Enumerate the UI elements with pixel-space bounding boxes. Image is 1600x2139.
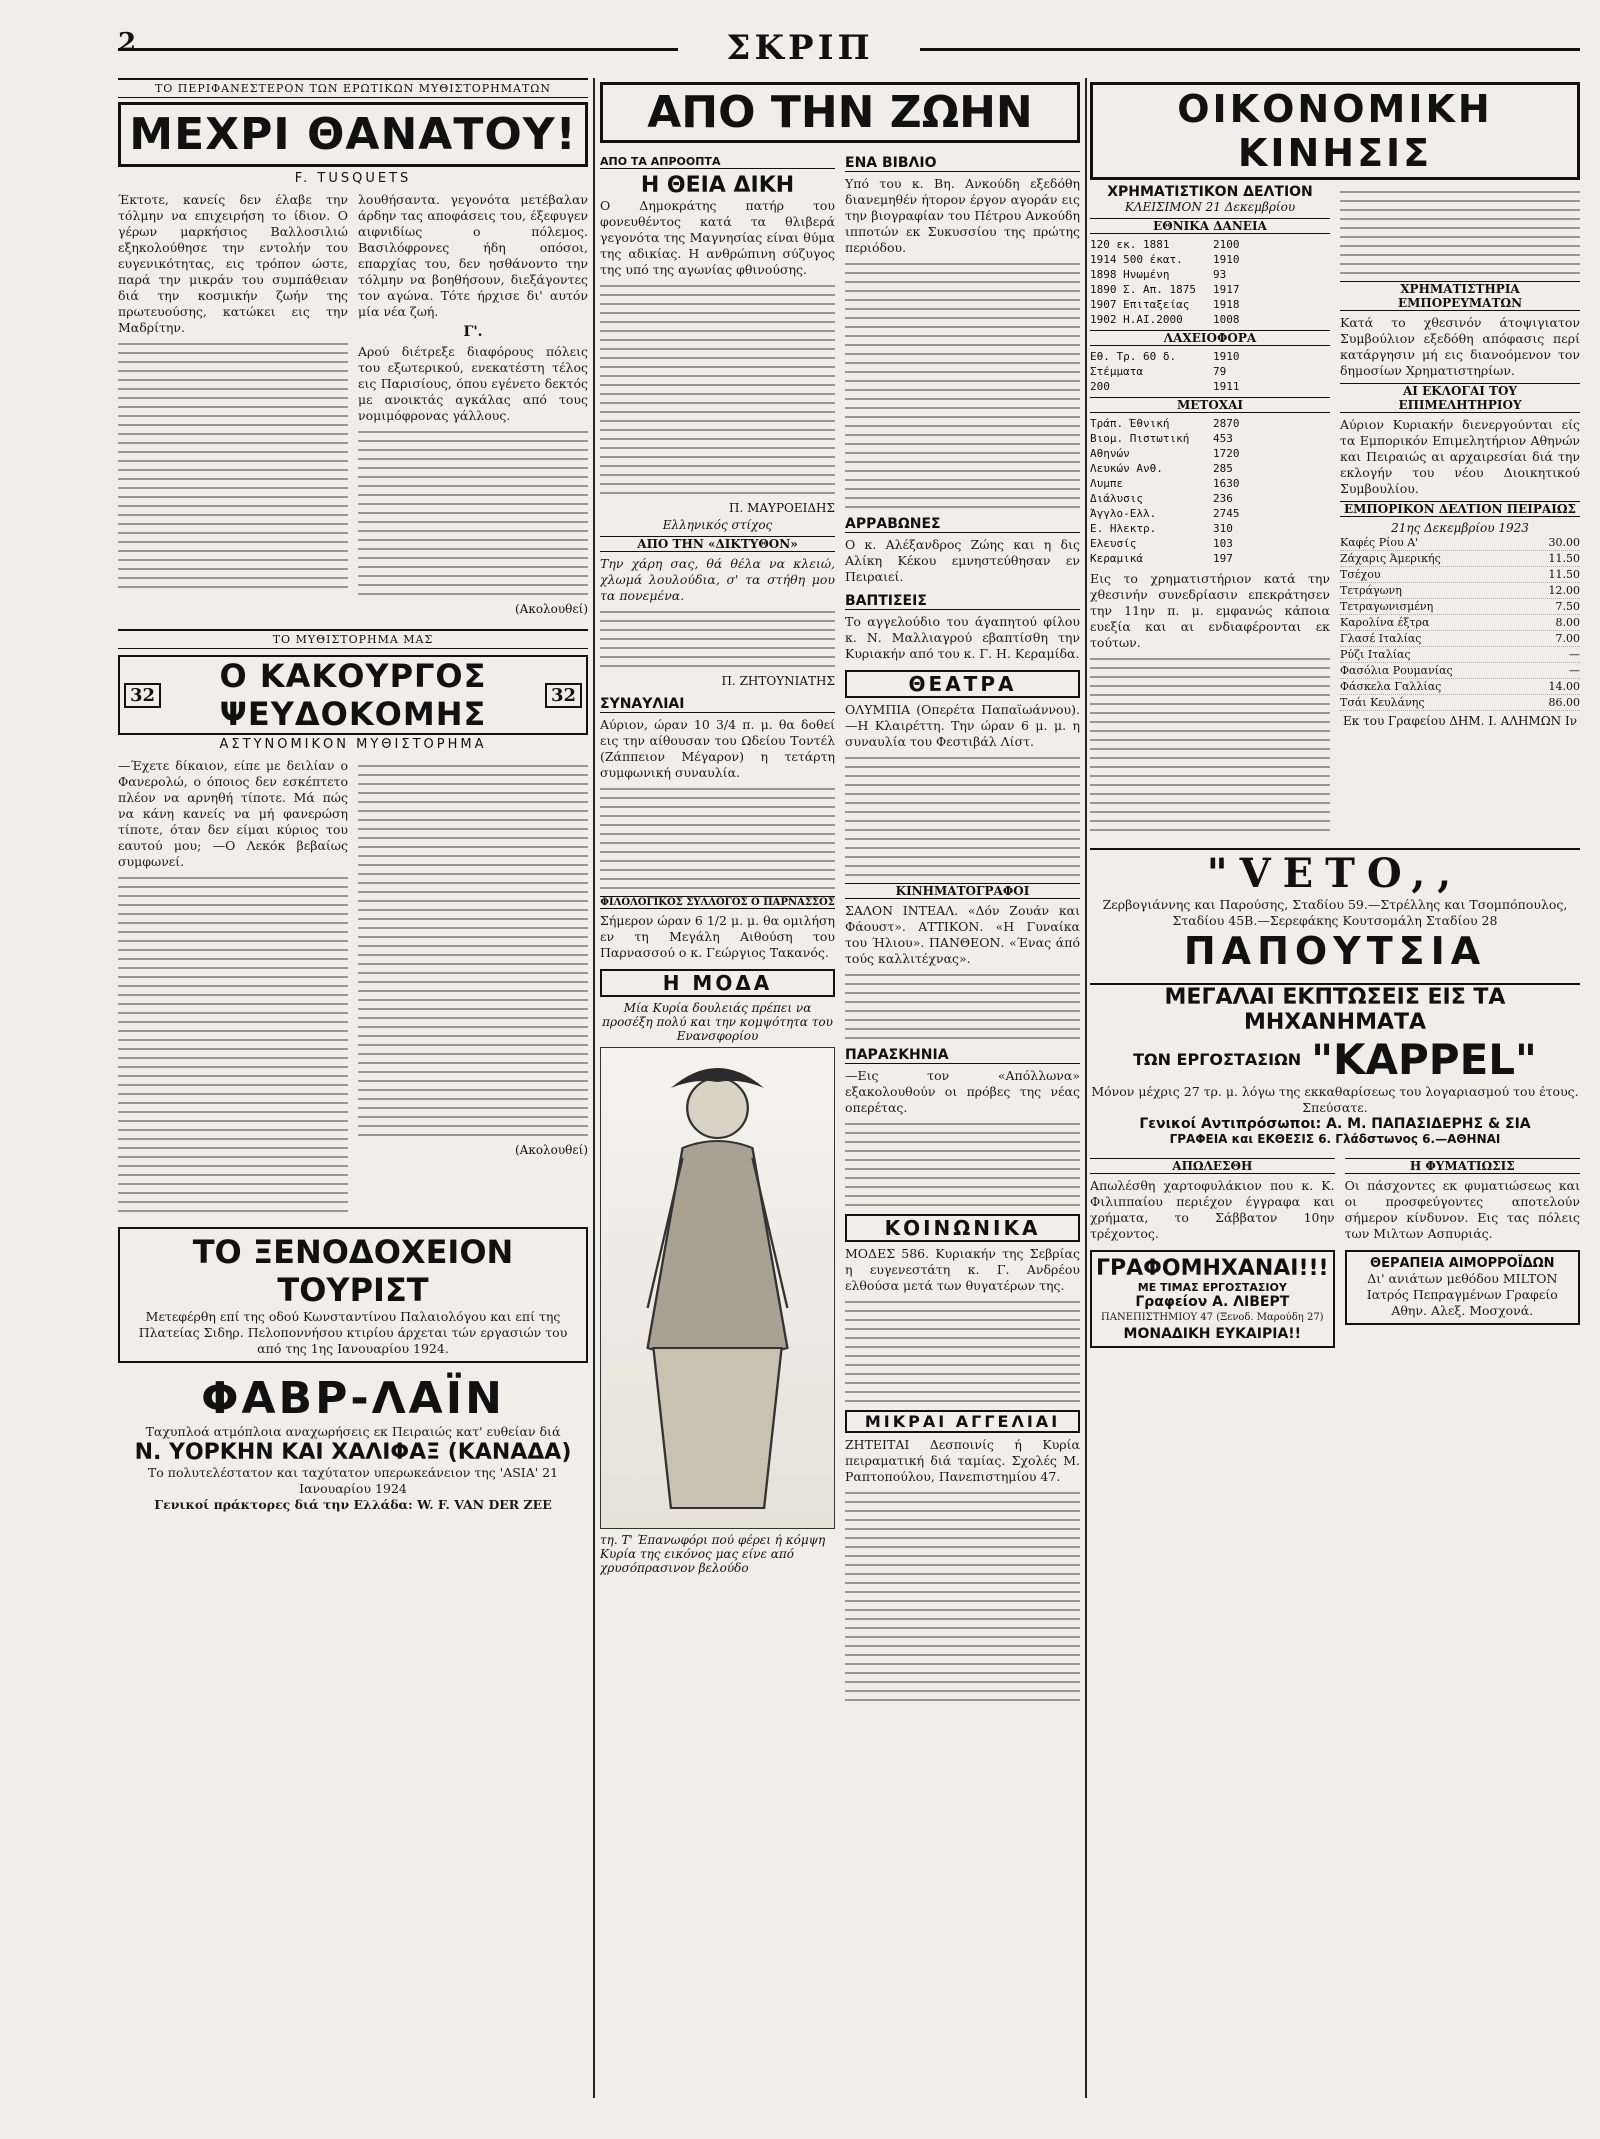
section-title: ΑΠΟ ΤΗΝ ΖΩΗΝ xyxy=(600,82,1080,143)
article-text-continued xyxy=(600,285,835,494)
kappel-ad-brand: "KAPPEL" xyxy=(1311,1035,1537,1084)
small-ads-text: ΖΗΤΕΙΤΑΙ Δεσποινίς ή Κυρία πειραματική διά ταμίας. Σχολές Μ. Ραπτοπούλου, Πανεπιστημίου 47. xyxy=(845,1437,1080,1484)
novel-episode: 32 xyxy=(545,683,582,708)
poem-author: Π. ΖΗΤΟΥΝΙΑΤΗΣ xyxy=(721,674,835,688)
price-row xyxy=(1340,567,1580,583)
price-row xyxy=(1340,647,1580,663)
share-cell: 310 xyxy=(1213,522,1233,535)
kappel-ad-sub: ΤΩΝ ΕΡΓΟΣΤΑΣΙΩΝ xyxy=(1133,1050,1302,1069)
column-divider xyxy=(593,78,595,2098)
share-cell: Βιομ. Πιστωτική xyxy=(1090,432,1190,445)
commodities-heading: ΧΡΗΜΑΤΙΣΤΗΡΙΑ ΕΜΠΟΡΕΥΜΑΤΩΝ xyxy=(1340,281,1580,311)
philological-heading: ΦΙΛΟΛΟΓΙΚΟΣ ΣΥΛΛΟΓΟΣ Ο ΠΑΡΝΑΣΣΟΣ xyxy=(600,897,835,908)
shipping-ad-vessel: Το πολυτελέστατον και ταχύτατον υπερωκεάνειον της 'ASIA' 21 Ιανουαρίου 1924 xyxy=(147,1465,559,1496)
lottery-table xyxy=(1090,350,1330,393)
concerts-text: Αύριον, ώραν 10 3/4 π. μ. θα δοθεί εις την αίθουσαν του Ωδείου Τοντέλ (Ζάππειον Μέγαρον) η τετάρτη συμφωνική συναυλία. xyxy=(600,717,835,780)
social-text: ΜΟΔΕΣ 586. Κυριακήν της Σεβρίας η ευγενεστάτη κ. Γ. Ανδρέου ελθούσα μετά των θυγατέρων της. xyxy=(845,1246,1080,1293)
price-row xyxy=(1340,663,1580,679)
hemorrhoids-ad-text: Δι' ανιάτων μεθόδου MILTON Ιατρός Πεπραγμένων Γραφείο Αθην. Αλεξ. Μοσχονά. xyxy=(1366,1271,1558,1318)
loan-cell: 93 xyxy=(1213,268,1227,281)
share-cell: 197 xyxy=(1213,552,1233,565)
tuberculosis-text: Οι πάσχοντες εκ φυματιώσεως και οι προσφεύγοντες αποτελούν σήμερον κίνδυνον. Εις τας πόλεις των Μιλτων Ασπυριάς. xyxy=(1344,1178,1580,1241)
price-value: 11.50 xyxy=(1548,552,1580,565)
section-body xyxy=(600,147,1080,1708)
share-cell: 453 xyxy=(1213,432,1233,445)
price-item: Ζάχαρις Άμερικής xyxy=(1340,552,1441,565)
share-cell: 2870 xyxy=(1213,417,1240,430)
share-cell: Λευκών Ανθ. xyxy=(1090,462,1163,475)
market-note-continued xyxy=(1090,658,1330,831)
story-text-continued xyxy=(358,431,588,595)
lottery-cell: 200 xyxy=(1090,380,1110,393)
typewriters-ad-address: ΠΑΝΕΠΙΣΤΗΜΙΟΥ 47 (Ξενοδ. Μαρούδη 27) xyxy=(1101,1312,1324,1323)
stock-bulletin-title: ΧΡΗΜΑΤΙΣΤΙΚΟΝ ΔΕΛΤΙΟΝ xyxy=(1107,184,1313,200)
article-text: Ο Δημοκράτης πατήρ του φονευθέντος κατά τα θλιβερά γεγονότα της Μαγνησίας είναι θύμα της αδικίας. Η ανθρώπινη σύζυγος της υπό της αγωνίας φθινούσης. xyxy=(600,198,835,277)
price-row xyxy=(1340,679,1580,695)
price-item: Γλασέ Ιταλίας xyxy=(1340,632,1422,645)
price-value: — xyxy=(1569,664,1580,677)
piraeus-bulletin-heading: ΕΜΠΟΡΙΚΟΝ ΔΕΛΤΙΟΝ ΠΕΙΡΑΙΩΣ xyxy=(1340,501,1580,517)
price-list-source: Εκ του Γραφείου ΔΗΜ. Ι. ΑΛΗΜΩΝ Ιν xyxy=(1343,714,1577,728)
price-item: Φασόλια Ρουμανίας xyxy=(1340,664,1453,677)
price-row xyxy=(1340,535,1580,551)
share-cell: Λυμπε xyxy=(1090,477,1124,490)
story-text: Αρού διέτρεξε διαφόρους πόλεις του εξωτερικού, ενεκατέστη τέλος εις Παρισίους, όπου εγένετο δεκτός με ανοικτάς αγκάλας από τους νομιμόφρονας γάλλους. xyxy=(358,344,588,423)
hotel-ad-title: ΤΟ ΞΕΝΟΔΟΧΕΙΟΝ ΤΟΥΡΙΣΤ xyxy=(192,1233,514,1309)
price-row xyxy=(1340,551,1580,567)
stock-bulletin-date: ΚΛΕΙΣΙΜΟΝ 21 Δεκεμβρίου xyxy=(1124,200,1296,214)
fashion-figure-icon xyxy=(601,1048,834,1528)
story-kicker: ΤΟ ΠΕΡΙΦΑΝΕΣΤΕΡΟΝ ΤΩΝ ΕΡΩΤΙΚΩΝ ΜΥΘΙΣΤΟΡΗΜΑΤΩΝ xyxy=(118,78,588,98)
social-text-continued xyxy=(845,1301,1080,1402)
loans-heading: ΕΘΝΙΚΑ ΔΑΝΕΙΑ xyxy=(1090,218,1330,234)
price-item: Φάσκελα Γαλλίας xyxy=(1340,680,1442,693)
share-cell: 285 xyxy=(1213,462,1233,475)
loan-cell: 1008 xyxy=(1213,313,1240,326)
fashion-footer: τη. Τ' Έπανωφόρι πού φέρει ή κόμψη Κυρία της εικόνος μας είνε από χρυσόπρασινον βελούδο xyxy=(600,1533,826,1575)
share-cell: 1630 xyxy=(1213,477,1240,490)
price-list xyxy=(1340,535,1580,711)
poem-title: ΑΠΟ ΤΗΝ «ΔΙΚΤΥΘΟΝ» xyxy=(600,536,835,552)
backstage-text-continued xyxy=(845,1123,1080,1206)
loan-cell: 1918 xyxy=(1213,298,1240,311)
veto-ad-text: Ζερβογιάννης και Παρούσης, Σταδίου 59.—Στρέλλης και Τσομπόπουλος, Σταδίου 45Β.—Σερεφάκης Κουτσομάλη Σταδίου 28 xyxy=(1102,897,1568,928)
share-cell: Ε. Ηλεκτρ. xyxy=(1090,522,1157,535)
tuberculosis-heading: Η ΦΥΜΑΤΙΩΣΙΣ xyxy=(1345,1158,1580,1174)
theatres-text-continued xyxy=(845,757,1080,876)
hotel-ad xyxy=(118,1227,588,1363)
share-cell: Κεραμικά xyxy=(1090,552,1143,565)
kappel-ad-agent: Γενικοί Αντιπρόσωποι: Α. Μ. ΠΑΠΑΣΙΔΕΡΗΣ & ΣΙΑ xyxy=(1139,1116,1531,1132)
book-text: Υπό του κ. Βη. Ανκούδη εξεδόθη διανεμηθέν ήτορον έργον αγοράν εις την βιογραφίαν του Πέτρου Ανκούδη ιπποτών εκ Συκυσσίου της πρώτης περιόδου. xyxy=(845,176,1080,255)
price-item: Τσάι Κευλάνης xyxy=(1340,696,1425,709)
loan-cell: 1917 xyxy=(1213,283,1240,296)
novel-banner xyxy=(118,655,588,735)
social-heading: ΚΟΙΝΩΝΙΚΑ xyxy=(845,1214,1080,1242)
lost-item-text: Απωλέσθη χαρτοφυλάκιον που κ. Κ. Φιλιππαίου περιέχον έγγραφα και χρήματα, το Σάββατον 10ην τρέχοντος. xyxy=(1090,1178,1335,1241)
fashion-heading: Η ΜΟΔΑ xyxy=(600,969,835,997)
engagements-text: Ο κ. Αλέξανδρος Ζώης και η δις Αλίκη Κέκου εμνηστεύθησαν εν Πειραιεί. xyxy=(845,537,1080,584)
hemorrhoids-ad xyxy=(1345,1250,1580,1325)
engagements-heading: ΑΡΡΑΒΩΝΕΣ xyxy=(845,516,1080,533)
article-author: Π. ΜΑΥΡΟΕΙΔΗΣ xyxy=(729,501,835,515)
theatres-heading: ΘΕΑΤΡΑ xyxy=(845,670,1080,698)
shipping-ad-destination: Ν. ΥΟΡΚΗΝ ΚΑΙ ΧΑΛΙΦΑΞ (ΚΑΝΑΔΑ) xyxy=(134,1440,572,1465)
finance-text-continued xyxy=(1340,191,1580,274)
price-item: Τετραγωνισμένη xyxy=(1340,600,1434,613)
baptisms-heading: ΒΑΠΤΙΣΕΙΣ xyxy=(845,593,1080,610)
market-note: Εις το χρηματιστήριον κατά την χθεσινήν συνεδρίασιν επεκράτησεν την 11ην π. μ. εμφανώς κάποια ευεξία και αι ενδιαφέρονται εκ τούτων. xyxy=(1090,571,1330,650)
lottery-heading: ΛΑΧΕΙΟΦΟΡΑ xyxy=(1090,330,1330,346)
right-column xyxy=(1090,78,1580,1348)
share-cell: 103 xyxy=(1213,537,1233,550)
concerts-text-continued xyxy=(600,788,835,889)
price-value: 7.50 xyxy=(1555,600,1580,613)
column-divider xyxy=(1085,78,1087,2098)
poem-text-continued xyxy=(600,611,835,667)
article-title: Η ΘΕΙΑ ΔΙΚΗ xyxy=(640,173,795,198)
share-cell: Αθηνών xyxy=(1090,447,1130,460)
price-value: 30.00 xyxy=(1548,536,1580,549)
loan-cell: 2100 xyxy=(1213,238,1240,251)
price-row xyxy=(1340,695,1580,711)
price-value: 8.00 xyxy=(1555,616,1580,629)
finance-section-title: ΟΙΚΟΝΟΜΙΚΗ ΚΙΝΗΣΙΣ xyxy=(1090,82,1580,180)
finance-body xyxy=(1090,184,1580,838)
novel-text-continued xyxy=(118,877,348,1212)
price-item: Τετράγωνη xyxy=(1340,584,1402,597)
poem-text: Την χάρη σας, θά θέλα να κλειώ, χλωμά λουλούδια, σ' τα στήθη μου τα πονεμένα. xyxy=(600,556,835,603)
elections-text: Αύριον Κυριακήν διενεργούνται είς τα Εμπορικόν Επιμελητήριον Αθηνών και Πειραιώς αι αρχαιρεσίαι διά την εκλογήν του νέου Διοικητικού Συμβουλίου. xyxy=(1340,417,1580,496)
hotel-ad-text: Μετεφέρθη επί της οδού Κωνσταντίνου Παλαιολόγου και επί της Πλατείας Σιδηρ. Πελοποννήσου κτιρίου άρχεται τών εργασιών του από της 1ης Ιανουαρίου 1924. xyxy=(138,1309,568,1356)
price-value: 11.50 xyxy=(1548,568,1580,581)
novel-subtitle: ΑΣΤΥΝΟΜΙΚΟΝ ΜΥΘΙΣΤΟΡΗΜΑ xyxy=(219,737,487,752)
chapter-mark: Γ'. xyxy=(463,324,483,340)
veto-ad-brand: "VETO,, xyxy=(1206,850,1464,897)
novel-title: Ο ΚΑΚΟΥΡΓΟΣ ΨΕΥΔΟΚΟΜΗΣ xyxy=(219,657,487,733)
loan-cell: 1907 Επιταξείας xyxy=(1090,298,1190,311)
lottery-cell: 1910 xyxy=(1213,350,1240,363)
price-row xyxy=(1340,583,1580,599)
price-value: 86.00 xyxy=(1548,696,1580,709)
loan-cell: 1902 Η.ΑΙ.2000 xyxy=(1090,313,1183,326)
left-column xyxy=(118,78,588,1513)
novel-body xyxy=(118,758,588,1219)
page-number: 2 xyxy=(118,28,137,58)
novel-text: —Έχετε δίκαιον, είπε με δειλίαν ο Φανερολώ, ο όποιος δεν εσκέπτετο πλέον να αρνηθή τίποτε. Μά πώς να κάνη κανείς να μή φανερώση τίποτε, όταν δεν είμαι κύριος του εαυτού μου; —Ο Λεκόκ βεβαίως συμφωνεί. xyxy=(118,758,348,869)
loan-cell: 1890 Σ. Απ. 1875 xyxy=(1090,283,1196,296)
cinemas-heading: ΚΙΝΗΜΑΤΟΓΡΑΦΟΙ xyxy=(845,883,1080,899)
cinemas-text-continued xyxy=(845,974,1080,1039)
share-cell: Διάλυσις xyxy=(1090,492,1143,505)
masthead xyxy=(0,28,1600,68)
hemorrhoids-ad-title: ΘΕΡΑΠΕΙΑ ΑΙΜΟΡΡΟΪΔΩΝ xyxy=(1370,1256,1555,1271)
novel-episode: 32 xyxy=(124,683,161,708)
price-item: Καρολίνα έξτρα xyxy=(1340,616,1430,629)
veto-ad-shoes: ΠΑΠΟΥΤΣΙΑ xyxy=(1183,929,1487,973)
backstage-text: —Εις τον «Απόλλωνα» εξακολουθούν οι πρόβες της νέας οπερέτας. xyxy=(845,1068,1080,1115)
continues-note: (Ακολουθεί) xyxy=(514,602,588,616)
fashion-caption: Μία Κυρία δουλειάς πρέπει να προσέξη πολύ και την κομψότητα του Ενανσφορίου xyxy=(602,1001,833,1043)
middle-column xyxy=(600,78,1080,1708)
price-value: 12.00 xyxy=(1548,584,1580,597)
fashion-illustration xyxy=(600,1047,835,1529)
shares-table xyxy=(1090,417,1330,565)
small-ads-text-continued xyxy=(845,1492,1080,1701)
shipping-ad xyxy=(118,1373,588,1513)
price-item: Καφές Ρίου Α' xyxy=(1340,536,1419,549)
continues-note: (Ακολουθεί) xyxy=(514,1143,588,1157)
price-value: 14.00 xyxy=(1548,680,1580,693)
lottery-cell: 1911 xyxy=(1213,380,1240,393)
share-cell: Τράπ. Έθνική xyxy=(1090,417,1170,430)
kappel-ad-text: Μόνον μέχρις 27 τρ. μ. λόγω της εκκαθαρίσεως του λογαριασμού του έτους. Σπεύσατε. xyxy=(1091,1084,1579,1115)
share-cell: Ελευσίς xyxy=(1090,537,1137,550)
theatres-text: ΟΛΥΜΠΙΑ (Οπερέτα Παπαϊωάννου). —Η Κλαιρέττη. Την ώραν 6 μ. μ. η συναυλία του Φεστιβάλ Λίστ. xyxy=(845,702,1080,749)
typewriters-ad-seller: Γραφείον Α. ΛΙΒΕΡΤ xyxy=(1135,1294,1290,1310)
loans-table xyxy=(1090,238,1330,326)
shares-heading: ΜΕΤΟΧΑΙ xyxy=(1090,397,1330,413)
typewriters-ad-offer: ΜΟΝΑΔΙΚΗ ΕΥΚΑΙΡΙΑ!! xyxy=(1123,1326,1302,1342)
lost-item-heading: ΑΠΩΛΕΣΘΗ xyxy=(1090,1158,1335,1174)
story-text: Έκτοτε, κανείς δεν έλαβε την τόλμην να επιχειρήση το ίδιον. Ο γέρων μαρκήσιος Βαλλοσιλιώ εξηκολούθησε την εντολήν του ευγενικότητας, εις τρόπον ώστε, παρά την μικράν του συμπάθειαν διά την κοσμικήν ζωήν της πρωτευούσης, κατώκει εις την Μαδρίτην. xyxy=(118,192,348,335)
lottery-cell: Στέμματα xyxy=(1090,365,1143,378)
price-row xyxy=(1340,631,1580,647)
story-text: λουθήσαντα. γεγονότα μετέβαλαν άρδην τας αποφάσεις του, έξεφυγεν αιφνιδίως ο πόλεμος. Βασιλόφρονες ήδη οπόσοι, επαρχίας του, δεν ησθάνοντο την τόλμην να βοηθήσουν, διεξάγοντες τον αγώνα. Τότε ήρχισε δι' αυτόν μία νέα ζωή. xyxy=(358,192,588,319)
shipping-ad-agent: Γενικοί πράκτορες διά την Ελλάδα: W. F. VAN DER ZEE xyxy=(154,1497,552,1512)
share-cell: 2745 xyxy=(1213,507,1240,520)
kappel-ad xyxy=(1090,983,1580,1146)
price-value: — xyxy=(1569,648,1580,661)
book-heading: ΕΝΑ ΒΙΒΛΙΟ xyxy=(845,155,1080,172)
poem-kicker: Ελληνικός στίχος xyxy=(662,518,773,532)
article-kicker: ΑΠΟ ΤΑ ΑΠΡΟΟΠΤΑ xyxy=(600,155,835,169)
typewriters-ad-sub: ΜΕ ΤΙΜΑΣ ΕΡΓΟΣΤΑΣΙΟΥ xyxy=(1137,1281,1287,1294)
share-cell: Άγγλο-Ελλ. xyxy=(1090,507,1157,520)
lottery-cell: Εθ. Τρ. 60 δ. xyxy=(1090,350,1177,363)
loan-cell: 1914 500 έκατ. xyxy=(1090,253,1183,266)
typewriters-ad-title: ΓΡΑΦΟΜΗΧΑΝΑΙ!!! xyxy=(1096,1256,1329,1281)
loan-cell: 1910 xyxy=(1213,253,1240,266)
small-ads-heading: ΜΙΚΡΑΙ ΑΓΓΕΛΙΑΙ xyxy=(845,1410,1080,1433)
price-row xyxy=(1340,615,1580,631)
kappel-ad-heading: ΜΕΓΑΛΑΙ ΕΚΠΤΩΣΕΙΣ ΕΙΣ ΤΑ ΜΗΧΑΝΗΜΑΤΑ xyxy=(1164,985,1506,1035)
veto-ad xyxy=(1090,848,1580,973)
cinemas-text: ΣΑΛΟΝ ΙΝΤΕΑΛ. «Δόν Ζουάν και Φάουστ». ΑΤΤΙΚΟΝ. «Η Γυναίκα του Ήλιου». ΠΑΝΘΕΟΝ. «Ένας άπό τούς καλλιτέχνας». xyxy=(845,903,1080,966)
concerts-heading: ΣΥΝΑΥΛΙΑΙ xyxy=(600,696,835,713)
novel-text-continued xyxy=(358,765,588,1136)
baptisms-text: Το αγγελούδιο του άγαπητού φίλου κ. Ν. Μαλλιαγρού εβαπτίσθη την Κυριακήν από του κ. Γ. Η. Κεραμίδα. xyxy=(845,614,1080,661)
kappel-ad-office: ΓΡΑΦΕΙΑ και ΕΚΘΕΣΙΣ 6. Γλάδστωνος 6.—ΑΘΗΝΑΙ xyxy=(1169,1132,1501,1146)
shipping-ad-text: Ταχυπλοά ατμόπλοια αναχωρήσεις εκ Πειραιώς κατ' ευθείαν διά xyxy=(145,1424,561,1439)
lottery-cell: 79 xyxy=(1213,365,1227,378)
loan-cell: 1898 Ηνωμένη xyxy=(1090,268,1170,281)
story-body xyxy=(118,192,588,619)
share-cell: 1720 xyxy=(1213,447,1240,460)
piraeus-bulletin-date: 21ης Δεκεμβρίου 1923 xyxy=(1391,521,1529,535)
paper-name: ΣΚΡΙΠ xyxy=(726,28,874,68)
philological-text: Σήμερον ώραν 6 1/2 μ. μ. θα ομιλήση εν τη Μεγάλη Αιθούση του Παρνασσού ο κ. Γεώργιος Τακανός. xyxy=(600,913,836,960)
book-text-continued xyxy=(845,263,1080,508)
price-row xyxy=(1340,599,1580,615)
shipping-ad-title: ΦΑΒΡ-ΛΑΪΝ xyxy=(201,1373,505,1424)
story-title: ΜΕΧΡΙ ΘΑΝΑΤΟΥ! xyxy=(118,102,588,167)
price-item: Ρύζι Ιταλίας xyxy=(1340,648,1411,661)
story-author: F. TUSQUETS xyxy=(294,171,412,186)
price-value: 7.00 xyxy=(1555,632,1580,645)
typewriters-ad xyxy=(1090,1250,1335,1348)
story-text-continued xyxy=(118,343,348,588)
backstage-heading: ΠΑΡΑΣΚΗΝΙΑ xyxy=(845,1047,1080,1064)
share-cell: 236 xyxy=(1213,492,1233,505)
elections-heading: ΑΙ ΕΚΛΟΓΑΙ ΤΟΥ ΕΠΙΜΕΛΗΤΗΡΙΟΥ xyxy=(1340,383,1580,413)
bottom-ads xyxy=(1090,1154,1580,1348)
loan-cell: 120 εκ. 1881 xyxy=(1090,238,1170,251)
commodities-text: Κατά το χθεσινόν άτοψιγιατον Συμβούλιον εξεδόθη απόφασις περί κατάργησιν μή εις διανοόμενον τον δημοσίων Χρηματιστηρίων. xyxy=(1340,315,1580,378)
price-item: Τσέχου xyxy=(1340,568,1381,581)
novel-kicker: ΤΟ ΜΥΘΙΣΤΟΡΗΜΑ ΜΑΣ xyxy=(118,629,588,649)
